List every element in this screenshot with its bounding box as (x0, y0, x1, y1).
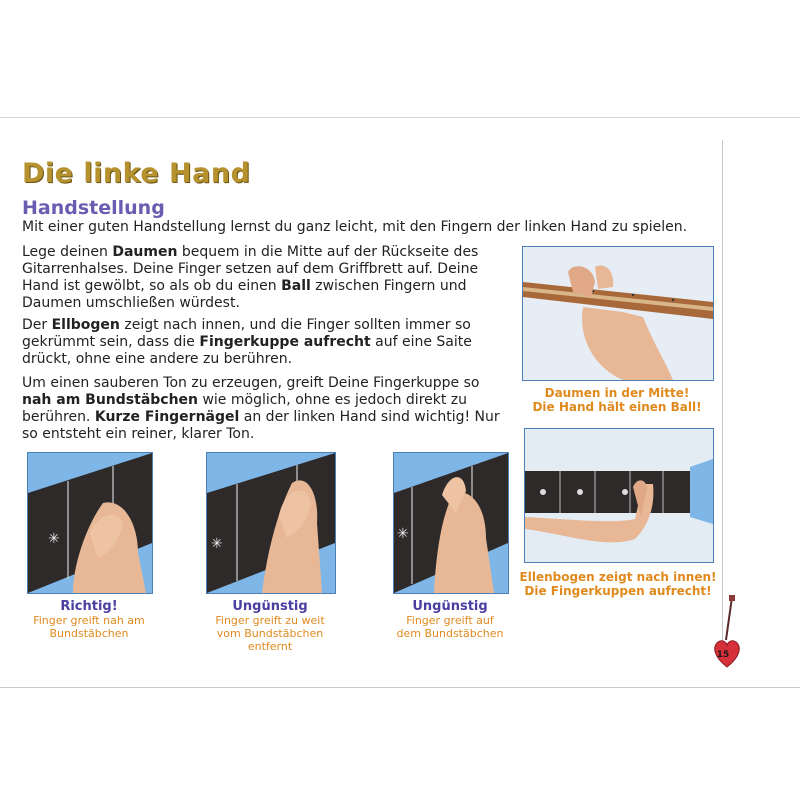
paragraph-elbow: Der Ellbogen zeigt nach innen, und die Finger sollten immer so gekrümmt sein, dass die Fingerkuppe aufrecht auf eine Saite drückt, ohne eine andere zu berühren. (22, 317, 472, 367)
margin-rule (722, 140, 723, 660)
page-bottom-edge (0, 687, 800, 688)
paragraph-fingertip: Um einen sauberen Ton zu erzeugen, greift Deine Fingerkuppe so nah am Bundstäbchen wie möglich, ohne es jedoch direkt zu berühren. Kurze Fingernägel an der linken Hand sind wichtig! Nur so entsteht ein reiner, klarer Ton. (22, 375, 500, 442)
caption-thumb: Daumen in der Mitte! Die Hand hält einen Ball! (532, 386, 702, 414)
caption-too-far: Finger greift zu weit vom Bundstäbchen entfernt (215, 614, 325, 653)
svg-text:✳: ✳ (48, 531, 60, 547)
svg-text:✳: ✳ (211, 536, 223, 552)
caption-on-fret: Finger greift auf dem Bundstäbchen (396, 614, 504, 640)
label-correct: Richtig! (60, 599, 118, 614)
page-top-edge (0, 117, 800, 118)
label-too-far: Ungünstig (232, 599, 308, 614)
photo-correct-finger (27, 452, 153, 594)
photo-finger-too-far (206, 452, 336, 594)
paragraph-thumb: Lege deinen Daumen bequem in die Mitte auf der Rückseite des Gitarrenhalses. Deine Finger setzen auf dem Griffbrett auf. Deine Hand ist gewölbt, so als ob du einen Ball zwischen Fingern und Daumen umschließen würdest. (22, 244, 479, 311)
svg-text:✳: ✳ (397, 526, 409, 542)
caption-correct: Finger greift nah am Bundstäbchen (33, 614, 145, 640)
section-subtitle: Handstellung (22, 197, 165, 219)
photo-thumb-position (522, 246, 714, 381)
photo-finger-on-fret (393, 452, 509, 594)
caption-elbow: Ellenbogen zeigt nach innen! Die Fingerkuppen aufrecht! (519, 570, 717, 598)
intro-text: Mit einer guten Handstellung lernst du ganz leicht, mit den Fingern der linken Hand zu spielen. (22, 219, 688, 235)
page-title: Die linke Hand (22, 158, 251, 189)
label-on-fret: Ungünstig (412, 599, 488, 614)
page-number: 15 (716, 650, 730, 660)
photo-elbow-position (524, 428, 714, 563)
